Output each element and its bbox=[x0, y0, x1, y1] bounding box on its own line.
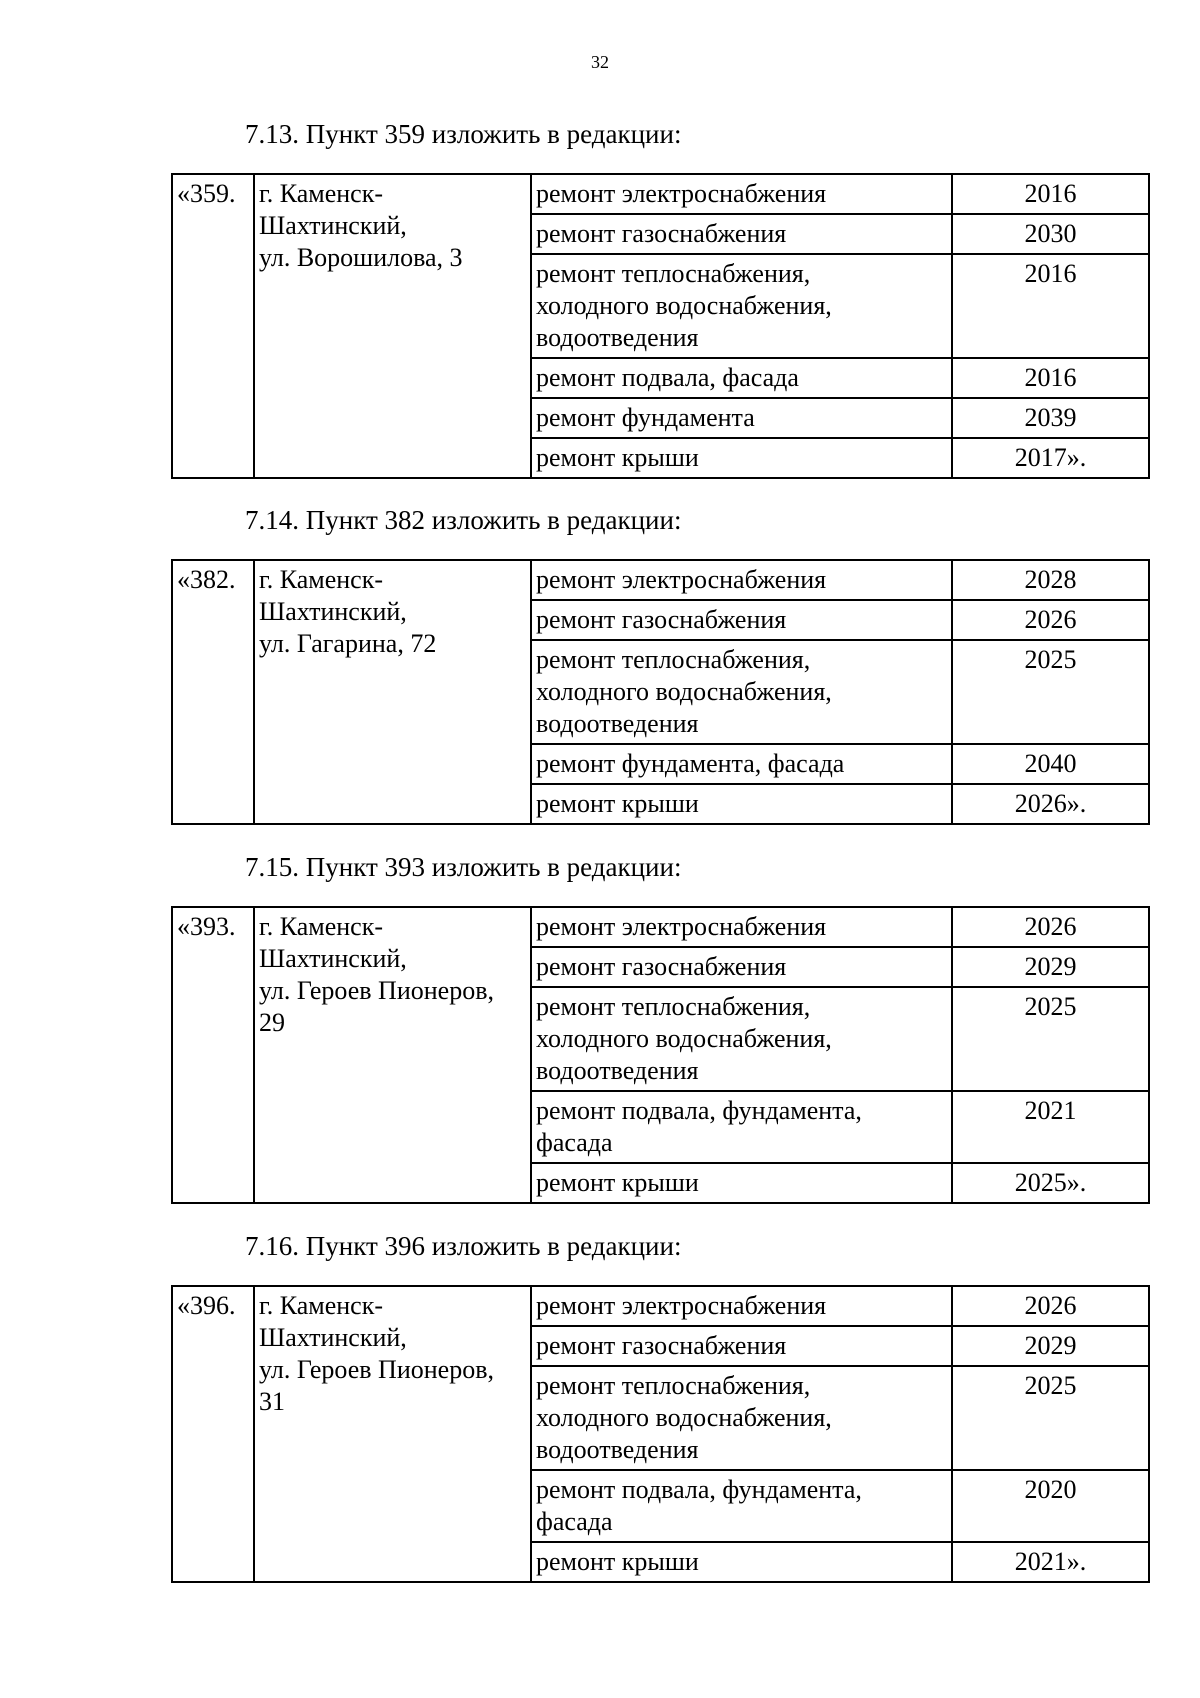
work-cell: ремонт газоснабжения bbox=[531, 600, 952, 640]
table-row bbox=[172, 174, 1149, 214]
section-7-16 bbox=[171, 1229, 1148, 1583]
section-7-13 bbox=[171, 117, 1148, 479]
work-cell: ремонт газоснабжения bbox=[531, 1326, 952, 1366]
repair-table-359 bbox=[171, 173, 1150, 479]
year-cell: 2021 bbox=[952, 1091, 1149, 1163]
repair-table-393 bbox=[171, 906, 1150, 1204]
item-number: «382. bbox=[172, 560, 254, 824]
section-heading: 7.15. Пункт 393 изложить в редакции: bbox=[245, 852, 682, 882]
work-cell: ремонт электроснабжения bbox=[531, 907, 952, 947]
year-cell: 2026 bbox=[952, 600, 1149, 640]
year-cell: 2029 bbox=[952, 947, 1149, 987]
year-cell: 2026 bbox=[952, 1286, 1149, 1326]
repair-table-382 bbox=[171, 559, 1150, 825]
work-cell: ремонт крыши bbox=[531, 784, 952, 824]
address-cell: г. Каменск- Шахтинский, ул. Героев Пионеров, 29 bbox=[254, 907, 531, 1203]
section-heading: 7.13. Пункт 359 изложить в редакции: bbox=[245, 119, 682, 149]
item-number: «393. bbox=[172, 907, 254, 1203]
year-cell: 2025 bbox=[952, 640, 1149, 744]
table-row bbox=[172, 1286, 1149, 1326]
work-cell: ремонт крыши bbox=[531, 1542, 952, 1582]
address-cell: г. Каменск- Шахтинский, ул. Ворошилова, 3 bbox=[254, 174, 531, 478]
year-cell: 2029 bbox=[952, 1326, 1149, 1366]
year-cell: 2026 bbox=[952, 907, 1149, 947]
year-cell: 2017». bbox=[952, 438, 1149, 478]
table-row bbox=[172, 560, 1149, 600]
year-cell: 2016 bbox=[952, 358, 1149, 398]
year-cell: 2025 bbox=[952, 987, 1149, 1091]
work-cell: ремонт электроснабжения bbox=[531, 174, 952, 214]
work-cell: ремонт газоснабжения bbox=[531, 214, 952, 254]
work-cell: ремонт подвала, фундамента, фасада bbox=[531, 1470, 952, 1542]
year-cell: 2016 bbox=[952, 254, 1149, 358]
year-cell: 2020 bbox=[952, 1470, 1149, 1542]
year-cell: 2016 bbox=[952, 174, 1149, 214]
item-number: «359. bbox=[172, 174, 254, 478]
section-7-15 bbox=[171, 850, 1148, 1204]
work-cell: ремонт электроснабжения bbox=[531, 1286, 952, 1326]
item-number: «396. bbox=[172, 1286, 254, 1582]
year-cell: 2025 bbox=[952, 1366, 1149, 1470]
page-number: 32 bbox=[591, 52, 609, 72]
work-cell: ремонт фундамента, фасада bbox=[531, 744, 952, 784]
work-cell: ремонт теплоснабжения, холодного водоснабжения, водоотведения bbox=[531, 1366, 952, 1470]
section-7-14 bbox=[171, 503, 1148, 825]
repair-table-396 bbox=[171, 1285, 1150, 1583]
work-cell: ремонт подвала, фасада bbox=[531, 358, 952, 398]
work-cell: ремонт теплоснабжения, холодного водоснабжения, водоотведения bbox=[531, 640, 952, 744]
section-heading: 7.14. Пункт 382 изложить в редакции: bbox=[245, 505, 682, 535]
section-heading: 7.16. Пункт 396 изложить в редакции: bbox=[245, 1231, 682, 1261]
work-cell: ремонт фундамента bbox=[531, 398, 952, 438]
year-cell: 2021». bbox=[952, 1542, 1149, 1582]
year-cell: 2040 bbox=[952, 744, 1149, 784]
work-cell: ремонт теплоснабжения, холодного водоснабжения, водоотведения bbox=[531, 254, 952, 358]
table-row bbox=[172, 907, 1149, 947]
work-cell: ремонт крыши bbox=[531, 438, 952, 478]
work-cell: ремонт газоснабжения bbox=[531, 947, 952, 987]
work-cell: ремонт крыши bbox=[531, 1163, 952, 1203]
year-cell: 2039 bbox=[952, 398, 1149, 438]
work-cell: ремонт подвала, фундамента, фасада bbox=[531, 1091, 952, 1163]
year-cell: 2025». bbox=[952, 1163, 1149, 1203]
address-cell: г. Каменск- Шахтинский, ул. Гагарина, 72 bbox=[254, 560, 531, 824]
year-cell: 2030 bbox=[952, 214, 1149, 254]
address-cell: г. Каменск- Шахтинский, ул. Героев Пионеров, 31 bbox=[254, 1286, 531, 1582]
year-cell: 2028 bbox=[952, 560, 1149, 600]
work-cell: ремонт электроснабжения bbox=[531, 560, 952, 600]
work-cell: ремонт теплоснабжения, холодного водоснабжения, водоотведения bbox=[531, 987, 952, 1091]
year-cell: 2026». bbox=[952, 784, 1149, 824]
